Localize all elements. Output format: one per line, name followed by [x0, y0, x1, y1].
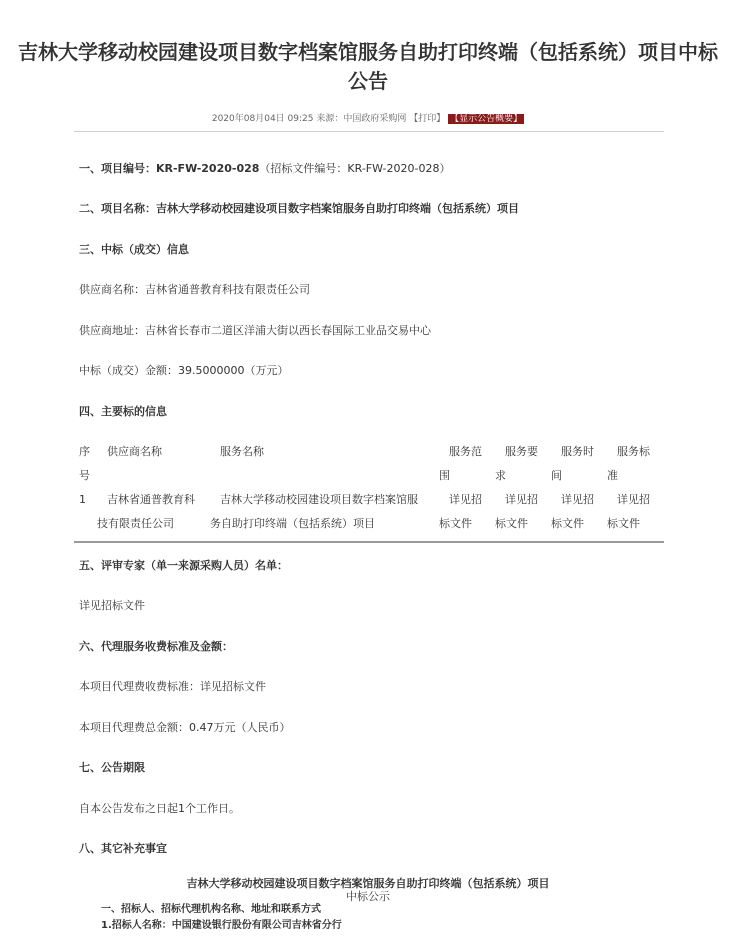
- td-standard: 详见招: [617, 493, 650, 506]
- award-amount: 中标（成交）金额：39.5000000（万元）: [79, 364, 289, 377]
- section-5-heading: 五、评审专家（单一来源采购人员）名单：: [79, 559, 288, 572]
- project-number: 一、项目编号：KR-FW-2020-028: [79, 162, 260, 175]
- source: 来源：中国政府采购网: [316, 114, 407, 124]
- th-supplier: 供应商名称: [107, 445, 162, 458]
- tender-doc-number: （招标文件编号：KR-FW-2020-028）: [259, 162, 451, 175]
- td-supplier: 吉林省通普教育科: [107, 493, 195, 506]
- supplier-name: 供应商名称：吉林省通普教育科技有限责任公司: [79, 283, 310, 296]
- section-7-heading: 七、公告期限: [79, 761, 145, 774]
- agency-fee-total: 本项目代理费总金额：0.47万元（人民币）: [79, 721, 291, 734]
- supplement-subtitle: 中标公示: [346, 890, 390, 903]
- th-service: 服务名称: [220, 445, 264, 458]
- th-time: 服务时: [561, 445, 594, 458]
- td-time: 详见招: [561, 493, 594, 506]
- td-supplier: 技有限责任公司: [97, 517, 174, 530]
- td-scope: 详见招: [449, 493, 482, 506]
- th-time: 间: [551, 469, 562, 482]
- th-requirement: 求: [495, 469, 506, 482]
- supplement-section-1: 一、招标人、招标代理机构名称、地址和联系方式: [101, 904, 321, 915]
- print-link[interactable]: 【打印】: [409, 114, 446, 124]
- show-summary-button[interactable]: 【显示公告概要】: [450, 114, 523, 124]
- page-title: 吉林大学移动校园建设项目数字档案馆服务自助打印终端（包括系统）项目中标公告: [18, 40, 718, 93]
- th-no: 序: [79, 445, 90, 458]
- section-3-heading: 三、中标（成交）信息: [79, 243, 189, 256]
- tenderer-name: 1.招标人名称：中国建设银行股份有限公司吉林省分行: [101, 920, 342, 931]
- project-name: 二、项目名称：吉林大学移动校园建设项目数字档案馆服务自助打印终端（包括系统）项目: [79, 202, 519, 215]
- publish-date: 2020年08月04日 09:25: [211, 114, 314, 124]
- th-no: 号: [79, 469, 90, 482]
- td-requirement: 标文件: [495, 517, 528, 530]
- th-scope: 围: [439, 469, 450, 482]
- section-4-heading: 四、主要标的信息: [79, 405, 167, 418]
- article-meta: [0, 111, 736, 124]
- supplier-address: 供应商地址：吉林省长春市二道区洋浦大街以西长春国际工业品交易中心: [79, 324, 431, 337]
- td-scope: 标文件: [439, 517, 472, 530]
- th-standard: 准: [607, 469, 618, 482]
- th-requirement: 服务要: [505, 445, 538, 458]
- notice-period-text: 自本公告发布之日起1个工作日。: [79, 802, 240, 815]
- td-service: 务自助打印终端（包括系统）项目: [210, 517, 375, 530]
- experts-text: 详见招标文件: [79, 599, 145, 612]
- td-no: 1: [79, 493, 86, 506]
- divider: [74, 131, 664, 132]
- section-6-heading: 六、代理服务收费标准及金额：: [79, 640, 233, 653]
- td-requirement: 详见招: [505, 493, 538, 506]
- th-standard: 服务标: [617, 445, 650, 458]
- table-bottom-rule: [74, 541, 664, 543]
- section-8-heading: 八、其它补充事宜: [79, 842, 167, 855]
- td-service: 吉林大学移动校园建设项目数字档案馆服: [220, 493, 418, 506]
- td-standard: 标文件: [607, 517, 640, 530]
- supplement-title: 吉林大学移动校园建设项目数字档案馆服务自助打印终端（包括系统）项目: [186, 877, 550, 890]
- agency-fee-standard: 本项目代理费收费标准：详见招标文件: [79, 680, 266, 693]
- td-time: 标文件: [551, 517, 584, 530]
- th-scope: 服务范: [449, 445, 482, 458]
- section-1: [79, 162, 451, 176]
